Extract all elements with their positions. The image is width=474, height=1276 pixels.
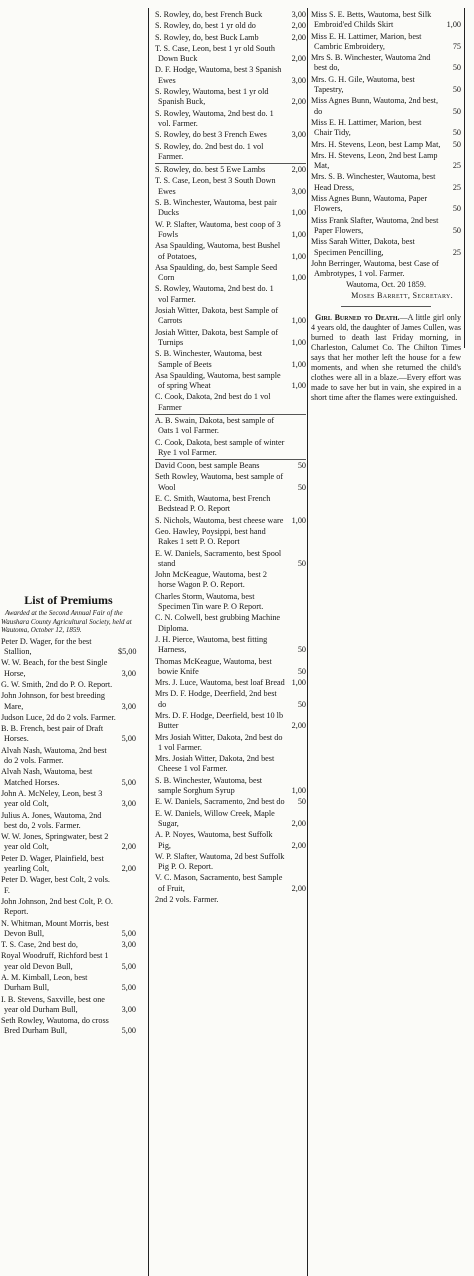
premium-entry-text: Asa Spaulding, Wautoma, best sample of spring Wheat (155, 370, 281, 391)
premium-entry (155, 349, 306, 370)
premium-entry (1, 713, 136, 723)
premium-entry-prize: 5,00 (121, 983, 136, 993)
premium-entry (1, 951, 136, 972)
premium-entry-text: Miss Frank Slafter, Wautoma, 2nd best Paper Flowers, (311, 215, 439, 235)
premium-entry-text: Mrs. G. H. Gile, Wautoma, best Tapestry, (311, 74, 415, 95)
premium-entry-text: N. Whitman, Mount Morris, best Devon Bull, (1, 918, 109, 938)
news-headline: Girl Burned to Death. (315, 313, 400, 323)
premium-entry (1, 919, 136, 940)
premium-entry (155, 371, 306, 392)
column-rule-right (464, 8, 465, 348)
premium-list-middle (155, 10, 306, 905)
premium-entry-text: V. C. Mason, Sacramento, best Sample of Fruit, (155, 873, 283, 893)
premium-entry-text: S. Rowley, do, best Buck Lamb (155, 32, 259, 42)
premium-entry-text: S. Rowley, do best 3 French Ewes (155, 130, 267, 140)
premium-entry-text: D. F. Hodge, Wautoma, best 3 Spanish Ewes (155, 65, 282, 85)
premium-entry (155, 592, 306, 613)
premium-entry-text: S. Rowley, Wautoma, 2nd best do. 1 vol. Farmer. (155, 108, 274, 128)
premium-entry-text: Peter D. Wager, for the best Stallion, (1, 636, 92, 657)
premium-entry (155, 416, 306, 437)
premium-entry (311, 75, 461, 96)
premium-entry (155, 130, 306, 140)
premium-entry-text: E. W. Daniels, Willow Creek, Maple Sugar, (155, 808, 275, 828)
premium-entry (1, 897, 136, 918)
premium-entry-prize: 1,00 (291, 337, 306, 347)
premium-entry (155, 392, 306, 413)
premium-entry-text: David Coon, best sample Beans (155, 461, 260, 471)
premium-entry (1, 691, 136, 712)
premium-entry-text: A. P. Noyes, Wautoma, best Suffolk Pig, (155, 830, 273, 850)
premium-entry (155, 873, 306, 894)
premium-entry-text: Mrs S. B. Winchester, Wautoma 2nd best do, (311, 53, 431, 73)
premium-entry-prize: 50 (297, 482, 306, 492)
premium-entry-text: Mrs. J. Luce, Wautoma, best loaf Bread (155, 678, 285, 688)
list-intro: Awarded at the Second Annual Fair of the Waushara County Agricultural Society, held at Wautoma, October 12, 1859. (1, 609, 132, 635)
premium-entry-text: S. Rowley, do. best 5 Ewe Lambs (155, 165, 266, 175)
premium-entry-prize: 5,00 (121, 1026, 136, 1036)
premium-entry-prize: 3,00 (121, 799, 136, 809)
premium-entry-text: Seth Rowley, Wautoma, best sample of Wool (155, 472, 284, 492)
premium-entry-prize: 2,00 (291, 54, 306, 64)
premium-entry (155, 797, 306, 807)
premium-entry-text: W. W. Jones, Springwater, best 2 year old Colt, (1, 832, 109, 852)
premium-entry-text: A. M. Kimball, Leon, best Durham Bull, (1, 972, 88, 993)
premium-entry (1, 658, 136, 679)
premium-list-right (311, 10, 461, 279)
premium-entry (155, 689, 306, 710)
premium-entry-text: W. P. Slafter, Wautoma, best coop of 3 Fowls (155, 219, 281, 239)
premium-entry-text: B. B. French, best pair of Draft Horses. (1, 724, 104, 744)
premium-entry-prize: 5,00 (121, 777, 136, 787)
premium-entry-prize: 50 (297, 797, 306, 807)
premium-entry-prize: 2,00 (291, 97, 306, 107)
premium-entry-prize: 3,00 (291, 130, 306, 140)
premium-entry (311, 216, 461, 237)
premium-entry (1, 940, 136, 950)
list-heading: List of Premiums (24, 593, 113, 607)
premium-entry-text: T. S. Case, 2nd best do, (1, 940, 78, 950)
premium-entry-prize: 1,00 (291, 251, 306, 261)
premium-entry-text: S. B. Winchester, Wautoma, best Sample of Beets (155, 349, 263, 369)
premium-entry-text: Alvah Nash, Wautoma, 2nd best do 2 vols. Farmer. (1, 745, 107, 766)
premium-entry-prize: 2,00 (291, 721, 306, 731)
premium-entry-text: W. W. Beach, for the best Single Horse, (1, 658, 108, 678)
premium-entry (155, 87, 306, 108)
premium-entry (155, 21, 306, 31)
premium-entry-text: John Johnson, 2nd best Colt, P. O. Report. (1, 896, 113, 917)
premium-entry (155, 44, 306, 65)
premium-entry-text: C. N. Colwell, best grubbing Machine Diploma. (155, 613, 281, 633)
premium-entry-text: W. P. Slafter, Wautoma, 2d best Suffolk Pig P. O. Report. (155, 851, 285, 872)
premium-entry (1, 811, 136, 832)
premium-entry-prize: 50 (452, 204, 461, 214)
premium-entry (1, 767, 136, 788)
premium-entry-text: Mrs. H. Stevens, Leon, 2nd best Lamp Mat, (311, 150, 438, 171)
premium-entry (1, 995, 136, 1016)
premium-entry (155, 33, 306, 43)
premium-entry-text: A. B. Swain, Dakota, best sample of Oats 1 vol Farmer. (155, 415, 275, 436)
premium-entry-prize: 50 (297, 461, 306, 471)
premium-entry (155, 306, 306, 327)
premium-entry (311, 172, 461, 193)
premium-entry (155, 65, 306, 86)
premium-entry (155, 809, 306, 830)
premium-entry-prize: 3,00 (291, 75, 306, 85)
premium-entry-text: Judson Luce, 2d do 2 vols. Farmer. (1, 712, 116, 722)
premium-entry-prize: 5,00 (121, 928, 136, 938)
premium-entry-prize: 50 (452, 225, 461, 235)
premium-entry-text: Geo. Hawley, Poysippi, best hand Rakes 1 sett P. O. Report (155, 526, 266, 547)
premium-entry-text: Miss Sarah Witter, Dakota, best Specimen Pencilling, (311, 237, 415, 257)
premium-entry-prize: 50 (452, 139, 461, 149)
premium-entry-prize: 2,00 (291, 883, 306, 893)
premium-entry-prize: 50 (297, 666, 306, 676)
premium-entry (311, 237, 461, 258)
premium-entry-text: Asa Spaulding, Wautoma, best Bushel of Potatoes, (155, 241, 281, 261)
premium-list-left (1, 637, 136, 1037)
premium-entry-text: Mrs. D. F. Hodge, Deerfield, best 10 lb Butter (155, 711, 284, 731)
premium-entry-prize: 2,00 (291, 32, 306, 42)
premium-entry (155, 527, 306, 548)
premium-entry (155, 109, 306, 130)
premium-entry-prize: 2,00 (291, 840, 306, 850)
premium-entry (155, 852, 306, 873)
premium-entry (1, 875, 136, 896)
premium-entry (155, 657, 306, 678)
premium-entry-prize: 50 (452, 85, 461, 95)
premium-entry (155, 263, 306, 284)
premium-entry-text: Josiah Witter, Dakota, best Sample of Carrots (155, 306, 279, 326)
premium-entry (155, 472, 306, 493)
premium-entry-text: Thomas McKeague, Wautoma, best bowie Knife (155, 656, 272, 676)
premium-list-column (1, 593, 136, 1038)
premium-entry (155, 198, 306, 219)
premium-entry (155, 284, 306, 305)
news-article (311, 313, 461, 403)
column-rule-left (148, 8, 149, 1276)
premium-entry-text: I. B. Stevens, Saxville, best one year old Durham Bull, (1, 994, 105, 1014)
premium-entry-prize: 1,00 (291, 273, 306, 283)
premium-entry-prize: 3,00 (121, 701, 136, 711)
premium-entry-prize: 1,00 (446, 20, 461, 30)
premium-entry-prize: 50 (452, 106, 461, 116)
premium-entry-text: Miss Agnes Bunn, Wautoma, 2nd best, do (311, 96, 439, 116)
premium-entry-text: Julius A. Jones, Wautoma, 2nd best do, 2 vols. Farmer. (1, 810, 102, 830)
premium-entry-prize: 2,00 (291, 165, 306, 175)
premium-entry (1, 973, 136, 994)
premium-entry-text: Royal Woodruff, Richford best 1 year old Devon Bull, (1, 951, 109, 971)
premium-entry-text: Mrs. Josiah Witter, Dakota, 2nd best Cheese 1 vol Farmer. (155, 754, 275, 774)
premium-entry-prize: 1,00 (291, 678, 306, 688)
premium-entry (155, 176, 306, 197)
premium-entry-text: S. B. Winchester, Wautoma, best sample Sorghum Syrup (155, 775, 263, 796)
premium-entry (155, 570, 306, 591)
premium-entry-text: Mrs. S. B. Winchester, Wautoma, best Head Dress, (311, 172, 436, 192)
premium-entry-prize: 5,00 (121, 961, 136, 971)
premium-entry (155, 895, 306, 905)
premium-entry (155, 613, 306, 634)
premium-entry-text: J. H. Pierce, Wautoma, best fitting Harness, (155, 634, 268, 655)
premium-entry-prize: 25 (452, 182, 461, 192)
premium-entry (1, 724, 136, 745)
secretary-signature: Moses Barrett, Secretary. (351, 290, 453, 300)
premium-entry-text: S. Rowley, Wautoma, best 1 yr old Spanish Buck, (155, 87, 269, 107)
premium-entry (155, 461, 306, 471)
premium-entry-text: Miss S. E. Betts, Wautoma, best Silk Embroid'ed Childs Skirt (311, 10, 432, 30)
premium-entry (155, 241, 306, 262)
premium-entry-text: T. S. Case, Leon, best 3 South Down Ewes (155, 176, 276, 196)
premium-entry-text: S. Rowley, do, best French Buck (155, 10, 263, 19)
premium-entry-prize: 50 (297, 558, 306, 568)
premium-entry-prize: 3,00 (291, 10, 306, 19)
premium-entry (1, 789, 136, 810)
premium-entry (1, 637, 136, 658)
premium-entry-prize: 2,00 (121, 842, 136, 852)
premium-entry-text: T. S. Case, Leon, best 1 yr old South Down Buck (155, 43, 275, 64)
premium-entry (1, 1016, 136, 1037)
premium-entry-prize: 25 (452, 247, 461, 257)
premium-entry-text: Miss Agnes Bunn, Wautoma, Paper Flowers, (311, 194, 428, 214)
premium-entry-prize: 1,00 (291, 229, 306, 239)
premium-entry (311, 140, 461, 150)
premium-entry (311, 10, 461, 31)
premium-entry-text: John Berringer, Wautoma, best Case of Ambrotypes, 1 vol. Farmer. (311, 258, 439, 279)
premium-column-middle (155, 10, 306, 906)
premium-entry (311, 151, 461, 172)
premium-entry-prize: 50 (297, 699, 306, 709)
premium-entry-text: Mrs. H. Stevens, Leon, best Lamp Mat, (311, 139, 441, 149)
premium-entry-text: Peter D. Wager, Plainfield, best yearling Colt, (1, 853, 104, 874)
premium-entry-text: Asa Spaulding, do, best Sample Seed Corn (155, 262, 278, 283)
column-rule-middle (307, 8, 308, 1276)
premium-entry (155, 549, 306, 570)
entry-divider (155, 163, 306, 164)
premium-entry-prize: 50 (452, 128, 461, 138)
premium-entry-text: S. Rowley, do. 2nd best do. 1 vol Farmer. (155, 141, 264, 161)
premium-entry-prize: 5,00 (121, 734, 136, 744)
premium-entry-text: John A. McNeley, Leon, best 3 year old Colt, (1, 788, 103, 809)
entry-divider (155, 414, 306, 415)
article-divider (341, 306, 431, 307)
premium-entry (1, 854, 136, 875)
premium-entry-text: Miss E. H. Lattimer, Marion, best Cambric Embroidery, (311, 31, 422, 51)
date-line: Wautoma, Oct. 20 1859. (346, 280, 426, 290)
premium-entry-prize: 2,00 (291, 818, 306, 828)
premium-entry-prize: 50 (297, 645, 306, 655)
premium-column-right (311, 10, 461, 403)
premium-entry-prize: 2,00 (291, 21, 306, 31)
premium-entry-prize: 1,00 (291, 786, 306, 796)
premium-entry-text: E. C. Smith, Wautoma, best French Bedstead P. O. Report (155, 494, 271, 514)
premium-entry-text: C. Cook, Dakota, best sample of winter Rye 1 vol Farmer. (155, 437, 285, 457)
premium-entry-text: Miss E. H. Lattimer, Marion, best Chair Tidy, (311, 117, 422, 138)
premium-entry-text: 2nd 2 vols. Farmer. (155, 895, 219, 905)
premium-entry-text: John McKeague, Wautoma, best 2 horse Wagon P. O. Report. (155, 570, 267, 590)
premium-entry-text: Alvah Nash, Wautoma, best Matched Horses. (1, 767, 93, 787)
premium-entry-text: G. W. Smith, 2nd do P. O. Report. (1, 679, 113, 689)
premium-entry-prize: 25 (452, 161, 461, 171)
premium-entry-text: S. Nichols, Wautoma, best cheese ware (155, 515, 284, 525)
premium-entry (1, 680, 136, 690)
premium-entry (311, 96, 461, 117)
premium-entry-prize: 1,00 (291, 381, 306, 391)
premium-entry-prize: 2,00 (121, 864, 136, 874)
premium-entry (311, 53, 461, 74)
premium-entry-text: Peter D. Wager, best Colt, 2 vols. F. (1, 875, 110, 895)
premium-entry-text: John Johnson, for best breeding Mare, (1, 691, 105, 711)
premium-entry-text: E. W. Daniels, Sacramento, best Spool stand (155, 548, 282, 568)
premium-entry-text: E. W. Daniels, Sacramento, 2nd best do (155, 797, 285, 807)
premium-entry-prize: 3,00 (121, 1004, 136, 1014)
premium-entry (155, 830, 306, 851)
premium-entry (155, 516, 306, 526)
premium-entry (155, 165, 306, 175)
premium-entry-text: C. Cook, Dakota, 2nd best do 1 vol Farmer (155, 392, 271, 412)
premium-entry (155, 494, 306, 515)
news-body: —A little girl only 4 years old, the daughter of James Cullen, was burned to death last Friday morning, in Charleston, Calumet Co. The Chilton Times says that her mother left the house for a few moments, and when she returned the child's clothes were all in a blaze.—Every effort was made to save her but in vain, she expired in a short time after the flames were extinguished. (311, 313, 461, 403)
premium-entry-text: Charles Storm, Wautoma, best Specimen Tin ware P. O Report. (155, 591, 264, 612)
premium-entry-text: S. B. Winchester, Wautoma, best pair Ducks (155, 198, 277, 218)
premium-entry (155, 142, 306, 163)
premium-entry-prize: 75 (452, 41, 461, 51)
premium-entry (155, 328, 306, 349)
premium-entry-prize: 1,00 (291, 515, 306, 525)
premium-entry-prize: 1,00 (291, 316, 306, 326)
premium-entry (155, 10, 306, 20)
premium-entry (1, 746, 136, 767)
premium-entry-text: Mrs D. F. Hodge, Deerfield, 2nd best do (155, 689, 277, 709)
premium-entry-text: Seth Rowley, Wautoma, do cross Bred Durham Bull, (1, 1016, 109, 1036)
premium-entry-prize: 3,00 (121, 940, 136, 950)
premium-entry-text: S. Rowley, Wautoma, 2nd best do. 1 vol Farmer. (155, 284, 274, 304)
premium-entry (155, 438, 306, 459)
premium-entry-prize: 3,00 (291, 186, 306, 196)
premium-entry-text: Mrs Josiah Witter, Dakota, 2nd best do 1 vol Farmer. (155, 732, 283, 752)
premium-entry (311, 259, 461, 280)
premium-entry-prize: 3,00 (121, 668, 136, 678)
premium-entry-prize: 1,00 (291, 359, 306, 369)
premium-entry (155, 754, 306, 775)
premium-entry (155, 635, 306, 656)
premium-entry (1, 832, 136, 853)
premium-entry-prize: 50 (452, 63, 461, 73)
premium-entry (155, 678, 306, 688)
premium-entry (155, 711, 306, 732)
entry-divider (155, 459, 306, 460)
premium-entry-text: S. Rowley, do, best 1 yr old do (155, 21, 256, 31)
premium-entry-prize: $5,00 (118, 647, 137, 657)
premium-entry (155, 733, 306, 754)
premium-entry (311, 194, 461, 215)
premium-entry (311, 118, 461, 139)
premium-entry-text: Josiah Witter, Dakota, best Sample of Turnips (155, 327, 279, 347)
premium-entry (155, 220, 306, 241)
premium-entry-prize: 1,00 (291, 208, 306, 218)
premium-entry (311, 32, 461, 53)
premium-entry (155, 776, 306, 797)
